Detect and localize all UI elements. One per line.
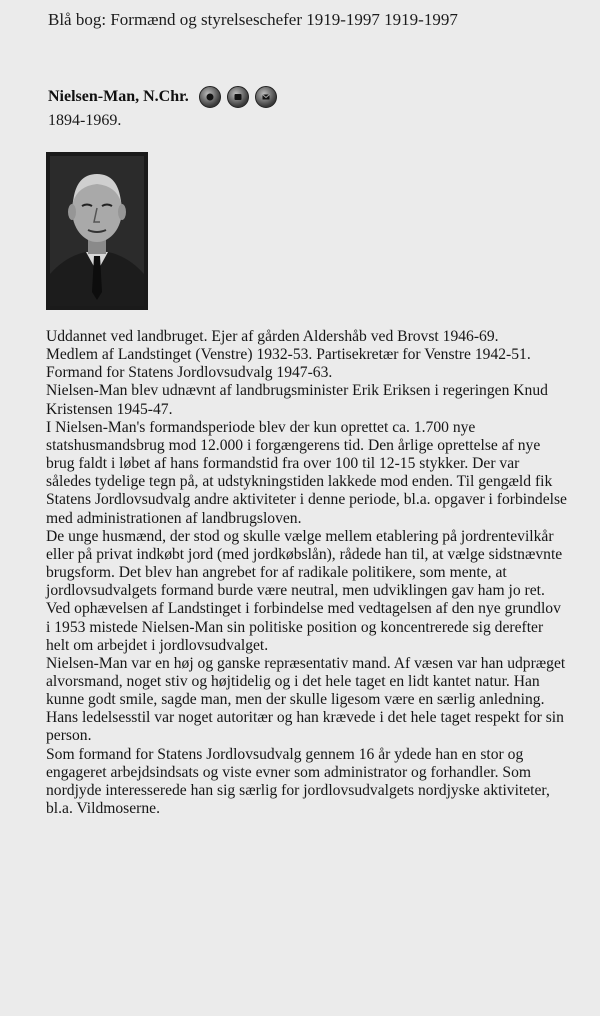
bio-paragraph-appointment: Nielsen-Man blev udnævnt af landbrugsminister Erik Eriksen i regeringen Knud Kristensen 1945-47.	[46, 382, 548, 418]
round-icon-2[interactable]	[227, 86, 249, 108]
biography-text	[46, 328, 568, 818]
bio-paragraph-constitution: Ved ophævelsen af Landstinget i forbindelse med vedtagelsen af den nye grundlov i 1953 mistede Nielsen-Man sin politiske position og koncentrerede sig derefter helt om arbejdet i jordlovsudvalget.	[46, 600, 561, 654]
bio-paragraph-young-smallholders: De unge husmænd, der stod og skulle vælge mellem etablering på jordrentevilkår eller på privat indkøbt jord (med jordkøbslån), rådede han til, at vælge sidstnævnte brugsform. Det blev han angrebet for af radikale politikere, som mente, at jordlovsudvalgets formand burde være neutral, men udviklingen gav ham jo ret.	[46, 527, 563, 600]
bio-paragraph-legacy: Som formand for Statens Jordlovsudvalg gennem 16 år ydede han en stor og engageret arbejdsindsats og viste evner som administrator og forhandler. Som nordjyde interesserede han sig særlig for jordlovsudvalgets nordjyske aktiviteter, bl.a. Vildmoserne.	[46, 745, 550, 818]
round-icon-3[interactable]	[255, 86, 277, 108]
bio-paragraph-landstinget: Medlem af Landstinget (Venstre) 1932-53. Partisekretær for Venstre 1942-51.	[46, 346, 531, 364]
icon-group	[199, 86, 277, 108]
round-icon-1[interactable]	[199, 86, 221, 108]
bio-paragraph-period: I Nielsen-Man's formandsperiode blev der kun oprettet ca. 1.700 nye statshusmandsbrug mod 12.000 i forgængerens tid. Den årlige oprettelse af nye brug faldt i løbet af hans formandstid fra over 100 til 12-15 stykker. Der var således tydelige tegn på, at udstykningstiden lakkede mod enden. Til gengæld fik Statens Jordlovsudvalg andre aktiviteter i denne periode, bl.a. opgaver i forbindelse med administrationen af landbrugsloven.	[46, 418, 567, 527]
bio-paragraph-character: Nielsen-Man var en høj og ganske repræsentativ mand. Af væsen var han udpræget alvorsmand, noget stiv og højtidelig og i det hele taget en lidt kantet natur. Han kunne godt smile, sagde man, men der skulle ligesom være en særlig anledning. Hans ledelsesstil var noget autoritær og han krævede i det hele taget respekt for sin person.	[46, 654, 566, 745]
bio-paragraph-education: Uddannet ved landbruget. Ejer af gården Aldershåb ved Brovst 1946-69.	[46, 328, 499, 345]
person-name: Nielsen-Man, N.Chr.	[48, 88, 189, 105]
portrait-photo	[46, 152, 148, 310]
person-heading	[48, 86, 277, 108]
life-years: 1894-1969.	[48, 112, 122, 129]
bio-paragraph-chairman: Formand for Statens Jordlovsudvalg 1947-63.	[46, 364, 333, 382]
page-header: Blå bog: Formænd og styrelseschefer 1919-1997 1919-1997	[48, 10, 458, 29]
